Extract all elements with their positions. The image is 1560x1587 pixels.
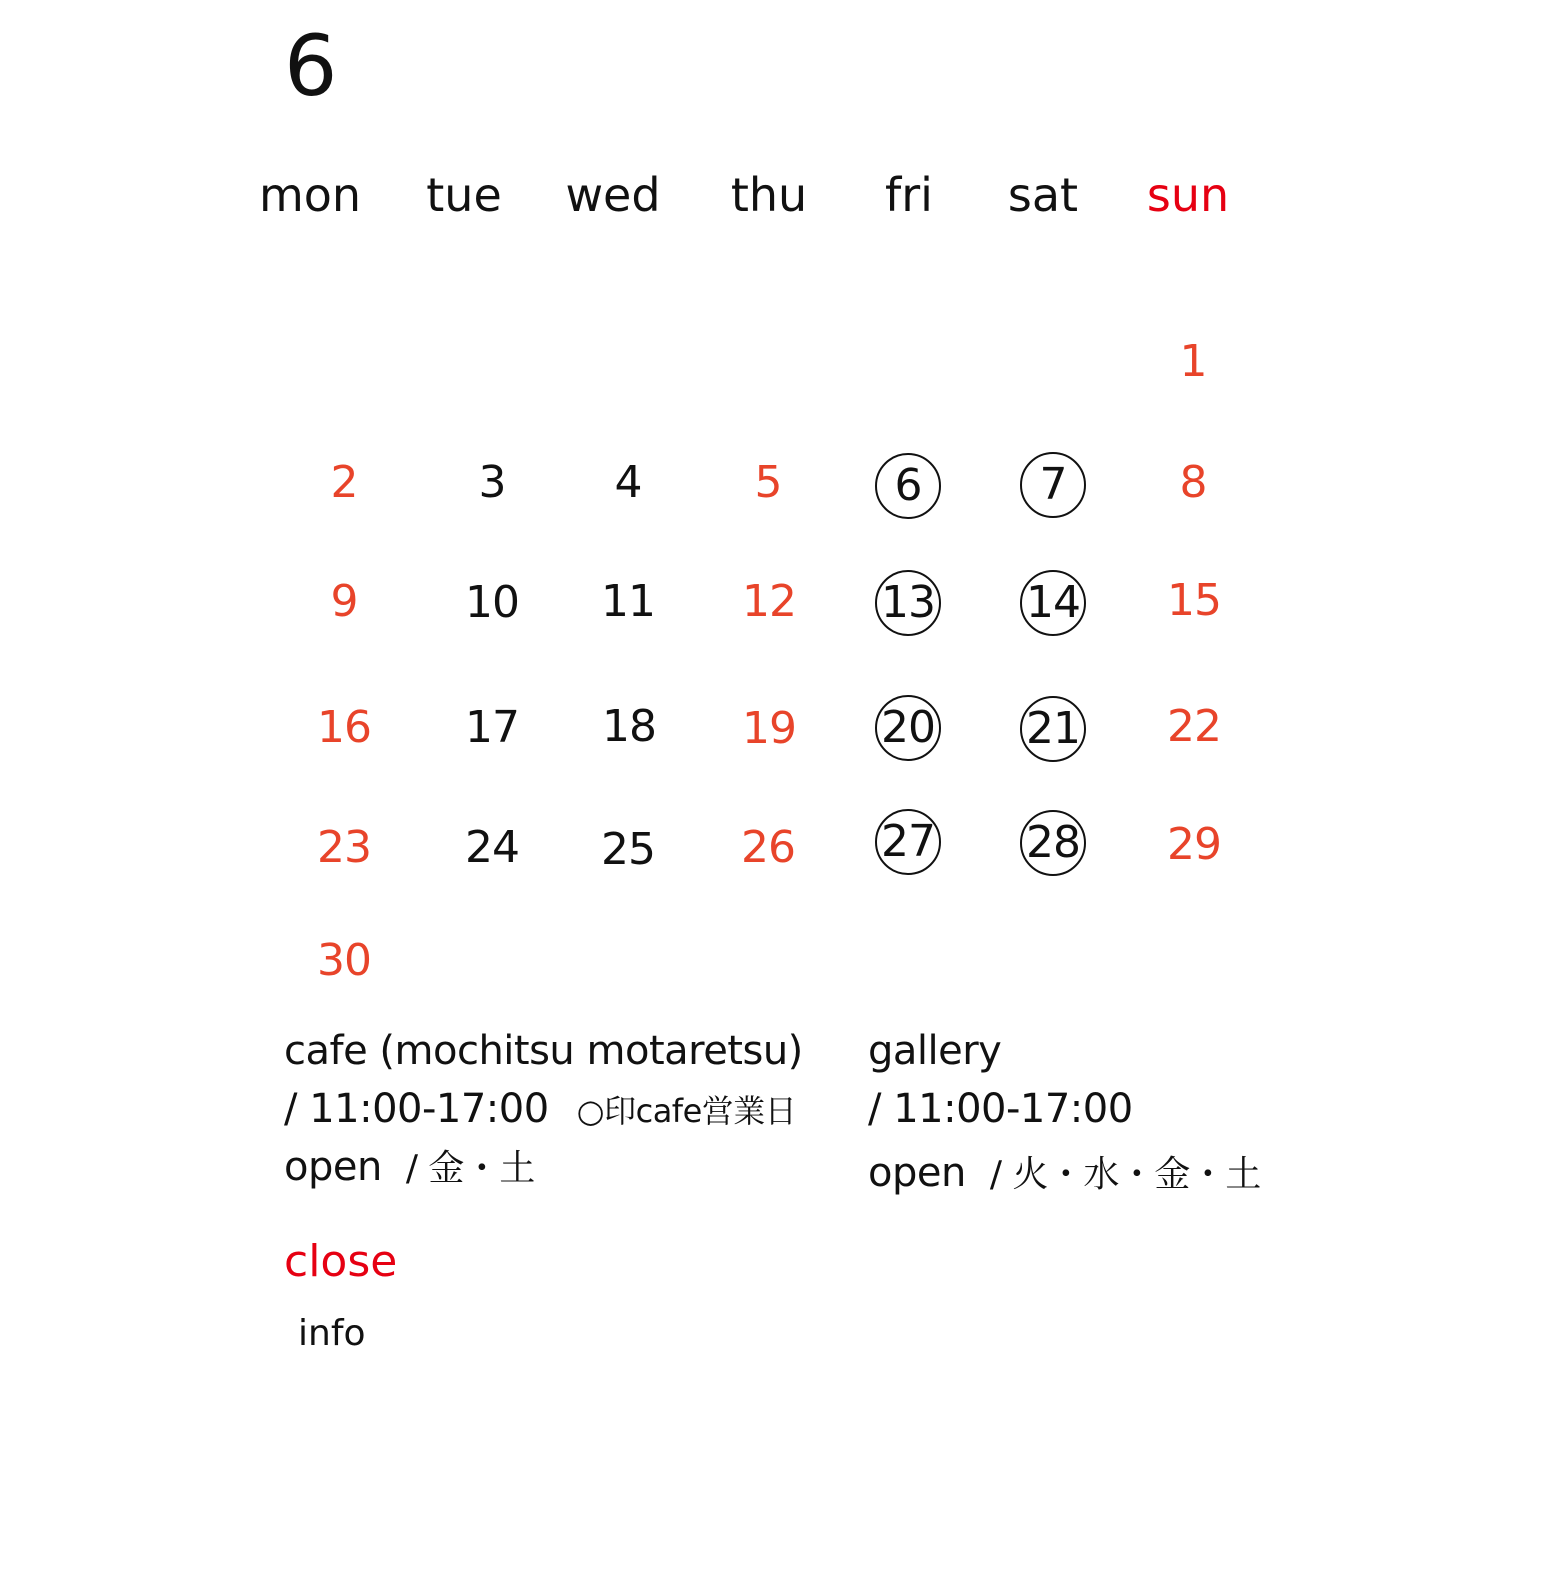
weekday-sat: sat bbox=[1007, 168, 1079, 222]
cafe-open-days: / 金・土 bbox=[405, 1148, 535, 1189]
cafe-hours: / 11:00-17:00 bbox=[284, 1086, 549, 1132]
day-8: 8 bbox=[1179, 457, 1207, 508]
day-26: 26 bbox=[741, 822, 795, 873]
gallery-open-line bbox=[868, 1144, 1261, 1202]
day-11: 11 bbox=[601, 576, 655, 627]
gallery-open-label: open bbox=[868, 1150, 966, 1196]
info-label: info bbox=[298, 1313, 366, 1354]
cafe-open-line bbox=[284, 1138, 803, 1196]
day-3: 3 bbox=[478, 457, 506, 508]
day-16: 16 bbox=[317, 702, 371, 753]
day-14: 14 bbox=[1020, 570, 1086, 636]
weekday-fri: fri bbox=[885, 168, 933, 222]
day-19: 19 bbox=[742, 703, 796, 754]
day-25: 25 bbox=[601, 824, 655, 875]
day-4: 4 bbox=[614, 457, 642, 508]
day-12: 12 bbox=[742, 576, 796, 627]
day-23: 23 bbox=[317, 822, 371, 873]
weekday-sun: sun bbox=[1146, 168, 1230, 222]
day-30: 30 bbox=[317, 935, 371, 986]
day-20: 20 bbox=[875, 695, 941, 761]
weekday-tue: tue bbox=[426, 168, 502, 222]
day-5: 5 bbox=[754, 457, 782, 508]
day-1: 1 bbox=[1179, 336, 1207, 387]
day-6: 6 bbox=[875, 453, 941, 519]
gallery-title: gallery bbox=[868, 1028, 1002, 1074]
day-15: 15 bbox=[1167, 575, 1221, 626]
day-18: 18 bbox=[602, 701, 656, 752]
gallery-hours: / 11:00-17:00 bbox=[868, 1086, 1133, 1132]
day-28: 28 bbox=[1020, 810, 1086, 876]
day-9: 9 bbox=[330, 576, 358, 627]
day-29: 29 bbox=[1167, 819, 1221, 870]
weekday-thu: thu bbox=[730, 168, 808, 222]
day-24: 24 bbox=[465, 822, 519, 873]
close-legend: close bbox=[284, 1236, 398, 1287]
cafe-legend-note: ○印cafe営業日 bbox=[576, 1092, 797, 1130]
cafe-title: cafe (mochitsu motaretsu) bbox=[284, 1028, 803, 1074]
cafe-open-label: open bbox=[284, 1144, 382, 1190]
day-13: 13 bbox=[875, 570, 941, 636]
month-number: 6 bbox=[284, 17, 338, 115]
cafe-hours-line bbox=[284, 1080, 803, 1138]
gallery-open-days: / 火・水・金・土 bbox=[989, 1154, 1261, 1195]
day-2: 2 bbox=[330, 457, 358, 508]
gallery-info bbox=[868, 1022, 1261, 1202]
day-22: 22 bbox=[1167, 701, 1221, 752]
day-27: 27 bbox=[875, 809, 941, 875]
day-21: 21 bbox=[1020, 696, 1086, 762]
weekday-wed: wed bbox=[565, 168, 661, 222]
day-10: 10 bbox=[465, 577, 519, 628]
weekday-mon: mon bbox=[258, 168, 362, 222]
cafe-info bbox=[284, 1022, 803, 1196]
day-17: 17 bbox=[465, 702, 519, 753]
day-7: 7 bbox=[1020, 452, 1086, 518]
